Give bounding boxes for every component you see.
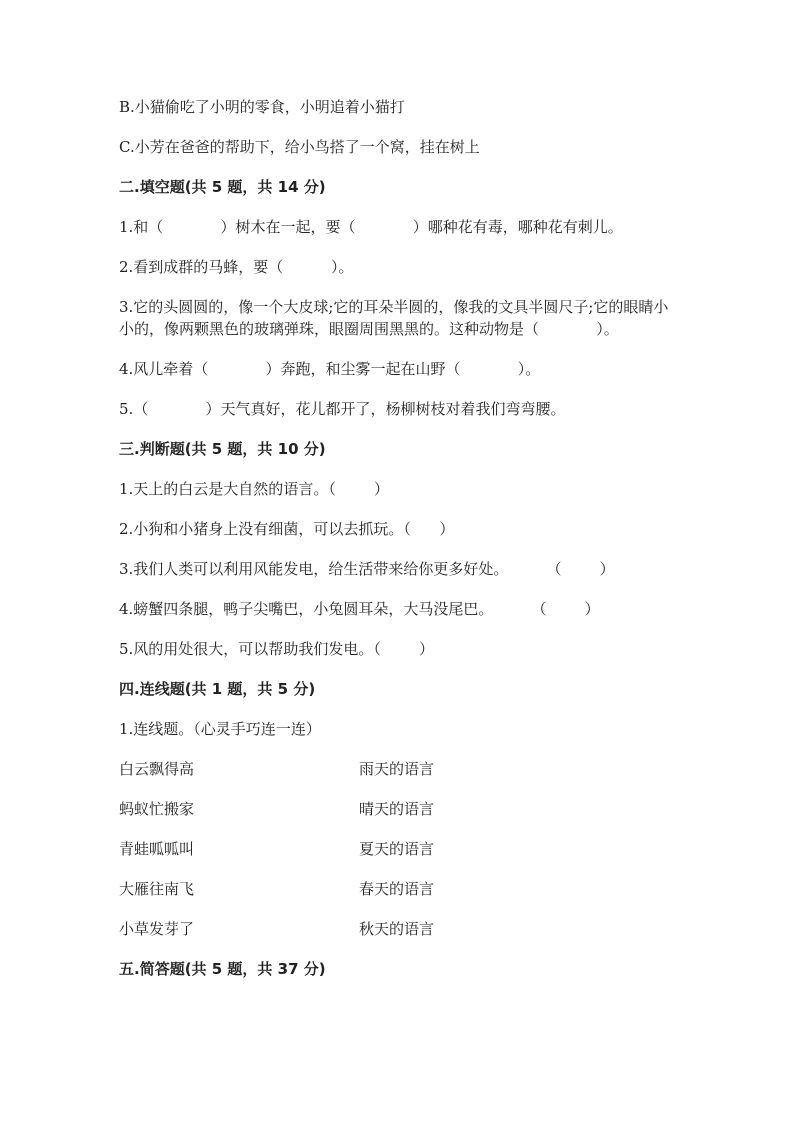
fill-blank-item-1: 1.和（ ）树木在一起，要（ ）哪种花有毒，哪种花有刺儿。 [119,218,623,236]
matching-left-item: 白云飘得高 [119,760,195,778]
matching-row [119,838,679,860]
fill-blank-item-3: 3.它的头圆圆的，像一个大皮球;它的耳朵半圆的，像我的文具半圆尺子;它的眼睛小小的，像两颗黑色的玻璃弹珠，眼圈周围黑黑的。这种动物是（ ）。 [119,298,669,338]
matching-left-item: 青蛙呱呱叫 [119,840,195,858]
true-false-item-4: 4.螃蟹四条腿，鸭子尖嘴巴，小兔圆耳朵，大马没尾巴。 （ ） [119,600,600,618]
matching-right-item: 雨天的语言 [359,760,435,778]
fill-blank-item-5: 5.（ ）天气真好，花儿都开了，杨柳树枝对着我们弯弯腰。 [119,400,566,418]
section-heading-true-false: 三.判断题(共 5 题，共 10 分) [119,440,326,458]
matching-left-item: 大雁往南飞 [119,880,195,898]
matching-right-item: 晴天的语言 [359,800,435,818]
fill-blank-item-2: 2.看到成群的马蜂，要（ ）。 [119,258,354,276]
fill-blank-item-4: 4.风儿牵着（ ）奔跑，和尘雾一起在山野（ ）。 [119,360,541,378]
section-heading-fill-blank: 二.填空题(共 5 题，共 14 分) [119,178,326,196]
matching-left-item: 小草发芽了 [119,920,195,938]
section-heading-matching: 四.连线题(共 1 题，共 5 分) [119,680,316,698]
matching-right-item: 夏天的语言 [359,840,435,858]
option-b: B.小猫偷吃了小明的零食，小明追着小猫打 [119,98,405,116]
true-false-item-5: 5.风的用处很大，可以帮助我们发电。（ ） [119,640,434,658]
exam-page [119,96,679,980]
matching-row [119,918,679,940]
matching-row [119,798,679,820]
true-false-item-3: 3.我们人类可以利用风能发电，给生活带来给你更多好处。 （ ） [119,560,615,578]
true-false-item-1: 1.天上的白云是大自然的语言。（ ） [119,480,389,498]
matching-left-item: 蚂蚁忙搬家 [119,800,195,818]
matching-row [119,878,679,900]
section-heading-short-answer: 五.简答题(共 5 题，共 37 分) [119,960,326,978]
true-false-item-2: 2.小狗和小猪身上没有细菌，可以去抓玩。（ ） [119,520,455,538]
matching-right-item: 春天的语言 [359,880,435,898]
matching-right-item: 秋天的语言 [359,920,435,938]
matching-row [119,758,679,780]
option-c: C.小芳在爸爸的帮助下，给小鸟搭了一个窝，挂在树上 [119,138,480,156]
matching-prompt: 1.连线题。（心灵手巧连一连） [119,720,321,738]
